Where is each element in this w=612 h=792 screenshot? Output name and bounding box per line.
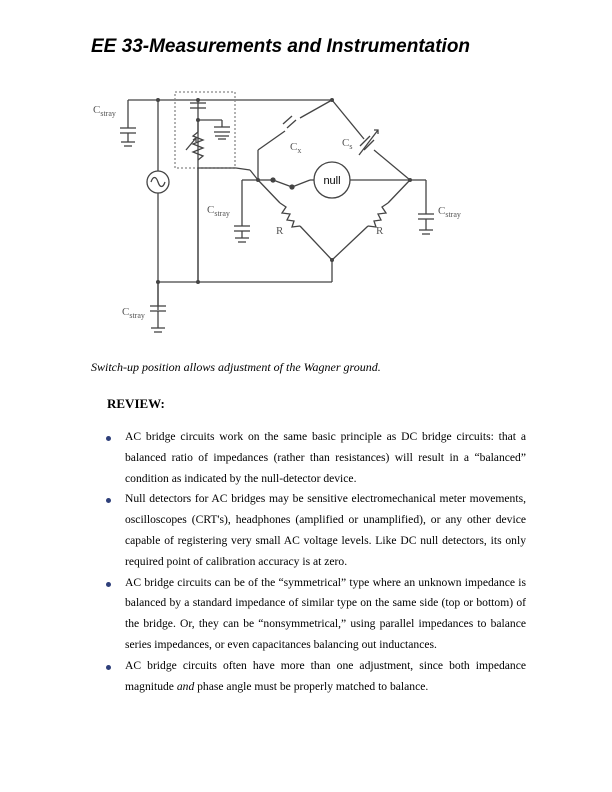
review-item-text-after: phase angle must be properly matched to balance.: [194, 679, 429, 693]
cstray-bottom-label: $C_{stray}$: [122, 306, 145, 320]
review-item-1: [106, 427, 526, 489]
review-list: [106, 427, 526, 697]
r-left-label: R: [276, 225, 284, 237]
review-item-text-emphasis: and: [176, 679, 195, 693]
bullet-icon: [106, 498, 111, 503]
null-detector-label: null: [323, 175, 341, 187]
r-right-label: R: [376, 225, 384, 237]
review-item-3: [106, 573, 526, 656]
cstray-mid-left-label: $C_{stray}$: [207, 204, 230, 218]
review-item-4: [106, 656, 526, 698]
review-item-text-before: AC bridge circuits often have more than one adjustment, since both impedance magnitude: [125, 658, 526, 693]
cstray-right-label: $C_{stray}$: [438, 205, 461, 219]
figure-caption: Switch-up position allows adjustment of the Wagner ground.: [91, 360, 381, 374]
cs-label: $C_s$: [342, 137, 353, 151]
bullet-icon: [106, 665, 111, 670]
review-heading: REVIEW:: [107, 396, 165, 411]
review-item-text: AC bridge circuits can be of the “symmetrical” type where an unknown impedance is balanced by a standard impedance of similar type on the same side (top or bottom) of the bridge. Or, they can be “nonsymmetrical,” using parallel impedances to balance series impedances, or even capacitances balancing out inductances.: [125, 575, 526, 651]
bullet-icon: [106, 436, 111, 441]
cx-label: $C_x$: [290, 141, 302, 155]
cstray-top-left-label: $C_{stray}$: [93, 104, 116, 118]
bullet-icon: [106, 582, 111, 587]
review-item-2: [106, 489, 526, 572]
review-item-text: AC bridge circuits work on the same basic principle as DC bridge circuits: that a balanced ratio of impedances (rather than resistances) will result in a “balanced” condition as indicated by the null-detector device.: [125, 430, 526, 485]
wagner-ground-bridge-schematic: [0, 0, 612, 360]
review-item-text: [125, 656, 526, 698]
page-title: EE 33-Measurements and Instrumentation: [91, 36, 471, 57]
review-item-text: Null detectors for AC bridges may be sensitive electromechanical meter movements, oscilloscopes (CRT's), headphones (amplified or unamplified), or any other device capable of registering very small AC voltage levels. Like DC null detectors, its only required point of calibration accuracy is at zero.: [125, 492, 526, 568]
